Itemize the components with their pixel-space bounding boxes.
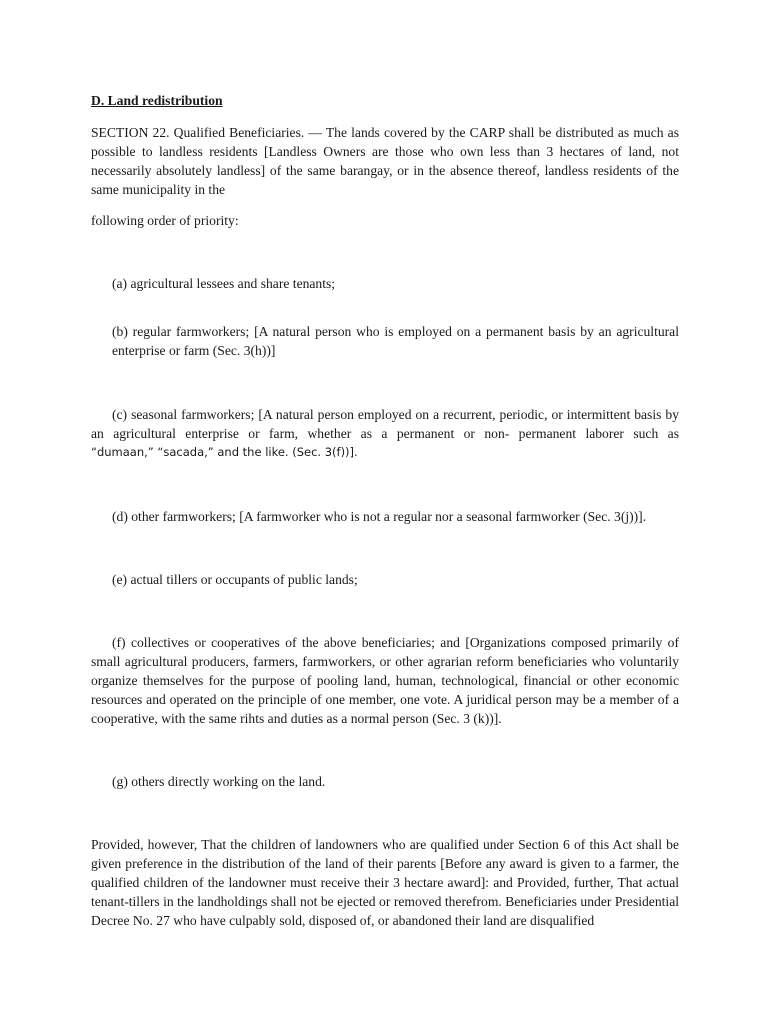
list-item-e: (e) actual tillers or occupants of public lands; [112, 572, 358, 587]
list-item-d: (d) other farmworkers; [A farmworker who is not a regular nor a seasonal farmworker (Sec. 3(j))]. [112, 509, 647, 524]
priority-intro: following order of priority: [91, 213, 239, 228]
list-item-a: (a) agricultural lessees and share tenants; [112, 276, 336, 291]
list-item-c-tail: “dumaan,” “sacada,” and the like. (Sec. 3(f))]. [91, 445, 358, 459]
list-item-f: (f) collectives or cooperatives of the above beneficiaries; and [Organizations composed primarily of small agricultural producers, farmers, farmworkers, or other agrarian reform beneficiaries who voluntarily organize themselves for the purpose of pooling land, human, technological, financial or other economic resources and operated on the principle of one member, one vote. A juridical person may be a member of a cooperative, with the same rihts and duties as a normal person (Sec. 3 (k))]. [91, 635, 679, 726]
section-heading: D. Land redistribution [91, 93, 223, 108]
list-item-g: (g) others directly working on the land. [112, 774, 326, 789]
section-22-paragraph: SECTION 22. Qualified Beneficiaries. — The lands covered by the CARP shall be distributed as much as possible to landless residents [Landless Owners are those who own less than 3 hectares of land, not necessarily absolutely landless] of the same barangay, or in the absence thereof, landless residents of the same municipality in the [91, 125, 679, 197]
document-page [91, 0, 679, 1024]
proviso-paragraph: Provided, however, That the children of landowners who are qualified under Section 6 of this Act shall be given preference in the distribution of the land of their parents [Before any award is given to a farmer, the qualified children of the landowner must receive their 3 hectare award]: and Provided, further, That actual tenant-tillers in the landholdings shall not be ejected or removed therefrom. Beneficiaries under Presidential Decree No. 27 who have culpably sold, disposed of, or abandoned their land are disqualified [91, 837, 679, 928]
list-item-b: (b) regular farmworkers; [A natural person who is employed on a permanent basis by an agricultural enterprise or farm (Sec. 3(h))] [112, 324, 679, 358]
list-item-c [91, 405, 679, 462]
list-item-c-text: (c) seasonal farmworkers; [A natural person employed on a recurrent, periodic, or intermittent basis by an agricultural enterprise or farm, whether as a permanent or non- permanent laborer such as [91, 407, 679, 441]
